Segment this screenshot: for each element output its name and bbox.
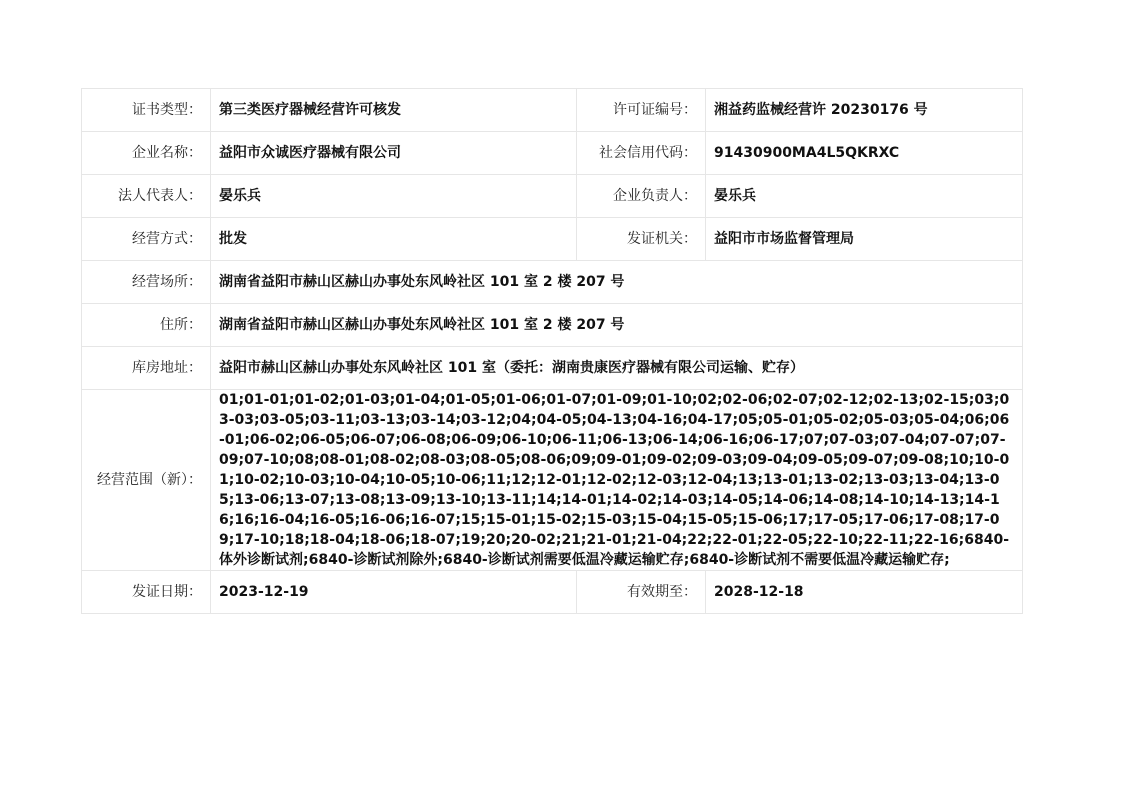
certificate-table [81, 88, 1023, 614]
residence-label: 住所： [82, 304, 211, 347]
issuing-authority-value: 益阳市市场监督管理局 [706, 218, 1023, 261]
warehouse-label: 库房地址： [82, 347, 211, 390]
cert-type-value: 第三类医疗器械经营许可核发 [211, 89, 577, 132]
row-residence [82, 304, 1023, 347]
residence-value: 湖南省益阳市赫山区赫山办事处东风岭社区 101 室 2 楼 207 号 [211, 304, 1023, 347]
issuing-authority-label: 发证机关： [577, 218, 706, 261]
business-premises-label: 经营场所： [82, 261, 211, 304]
row-persons [82, 175, 1023, 218]
row-cert-type [82, 89, 1023, 132]
credit-code-label: 社会信用代码： [577, 132, 706, 175]
credit-code-value: 91430900MA4L5QKRXC [706, 132, 1023, 175]
person-in-charge-label: 企业负责人： [577, 175, 706, 218]
license-no-value: 湘益药监械经营许 20230176 号 [706, 89, 1023, 132]
company-name-value: 益阳市众诚医疗器械有限公司 [211, 132, 577, 175]
expiry-date-value: 2028-12-18 [706, 571, 1023, 614]
person-in-charge-value: 晏乐兵 [706, 175, 1023, 218]
row-dates [82, 571, 1023, 614]
business-mode-label: 经营方式： [82, 218, 211, 261]
row-warehouse [82, 347, 1023, 390]
row-company [82, 132, 1023, 175]
row-business-premises [82, 261, 1023, 304]
row-business-mode [82, 218, 1023, 261]
warehouse-value: 益阳市赫山区赫山办事处东风岭社区 101 室（委托：湖南贵康医疗器械有限公司运输、贮存） [211, 347, 1023, 390]
scope-label: 经营范围（新）： [82, 390, 211, 571]
cert-type-label: 证书类型： [82, 89, 211, 132]
issue-date-value: 2023-12-19 [211, 571, 577, 614]
business-mode-value: 批发 [211, 218, 577, 261]
company-name-label: 企业名称： [82, 132, 211, 175]
legal-rep-label: 法人代表人： [82, 175, 211, 218]
scope-value: 01;01-01;01-02;01-03;01-04;01-05;01-06;01-07;01-09;01-10;02;02-06;02-07;02-12;02-13;02-15;03;03-03;03-05;03-11;03-13;03-14;03-12;04;04-05;04-13;04-16;04-17;05;05-01;05-02;05-03;05-04;06;06-01;06-02;06-05;06-07;06-08;06-09;06-10;06-11;06-13;06-14;06-16;06-17;07;07-03;07-04;07-07;07-09;07-10;08;08-01;08-02;08-03;08-05;08-06;09;09-01;09-02;09-03;09-04;09-05;09-07;09-08;10;10-01;10-02;10-03;10-04;10-05;10-06;11;12;12-01;12-02;12-03;12-04;13;13-01;13-02;13-03;13-04;13-05;13-06;13-07;13-08;13-09;13-10;13-11;14;14-01;14-02;14-03;14-05;14-06;14-08;14-10;14-13;14-16;16;16-04;16-05;16-06;16-07;15;15-01;15-02;15-03;15-04;15-05;15-06;17;17-05;17-06;17-08;17-09;17-10;18;18-04;18-06;18-07;19;20;20-02;21;21-01;21-04;22;22-01;22-05;22-10;22-11;22-16;6840-体外诊断试剂;6840-诊断试剂除外;6840-诊断试剂需要低温冷藏运输贮存;6840-诊断试剂不需要低温冷藏运输贮存; [211, 390, 1023, 571]
business-premises-value: 湖南省益阳市赫山区赫山办事处东风岭社区 101 室 2 楼 207 号 [211, 261, 1023, 304]
row-scope [82, 390, 1023, 571]
legal-rep-value: 晏乐兵 [211, 175, 577, 218]
expiry-date-label: 有效期至： [577, 571, 706, 614]
issue-date-label: 发证日期： [82, 571, 211, 614]
license-no-label: 许可证编号： [577, 89, 706, 132]
